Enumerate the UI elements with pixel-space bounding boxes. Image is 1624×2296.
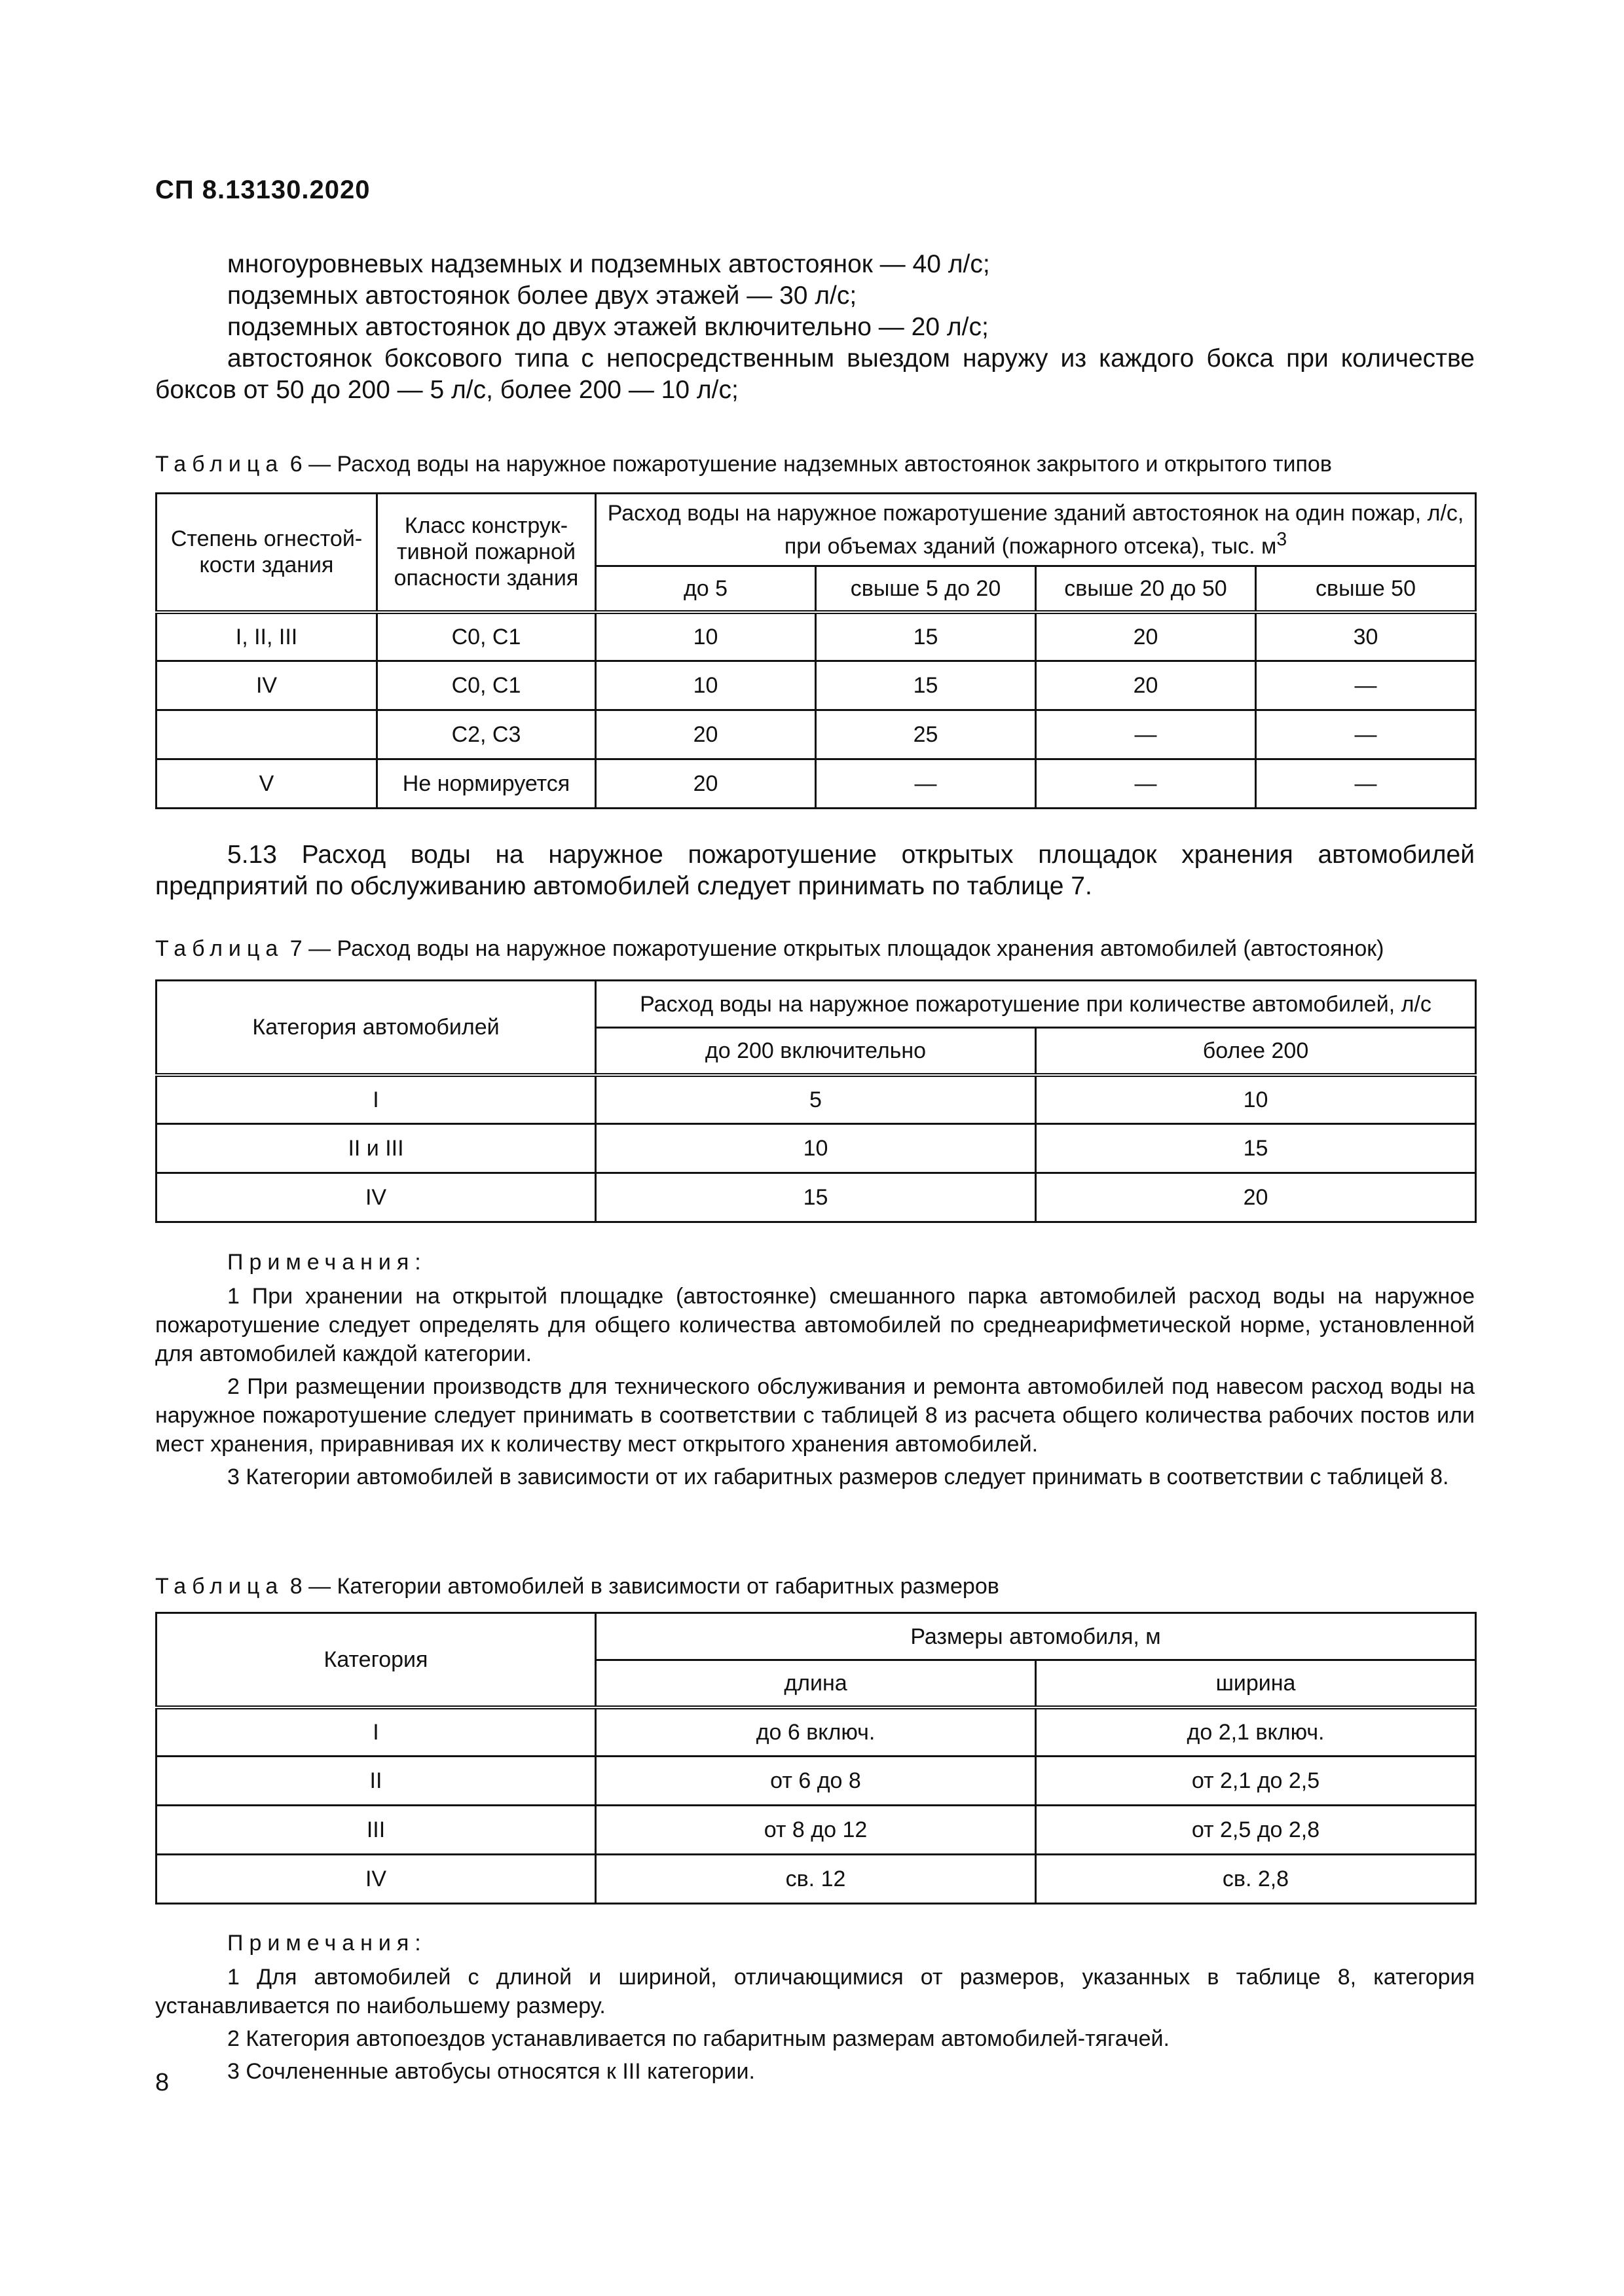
table7-caption-word: Таблица	[155, 936, 284, 961]
table-cell: V	[157, 759, 377, 809]
table-cell: 20	[1036, 661, 1256, 710]
table6-caption	[155, 452, 1332, 477]
table-cell: —	[1036, 710, 1256, 759]
table-cell: —	[1036, 759, 1256, 809]
table-cell: IV	[157, 1173, 596, 1222]
table8-header-dimensions: Размеры автомобиля, м	[596, 1613, 1476, 1660]
note-item: 1 При хранении на открытой площадке (автостоянке) смешанного парка автомобилей расход воды на наружное пожаротушение следует определять для общего количества автомобилей по среднеарифметической норме, установленной для автомобилей каждой категории.	[155, 1284, 1475, 1366]
table6-caption-text: 6 — Расход воды на наружное пожаротушение надземных автостоянок закрытого и открытого типов	[284, 452, 1332, 477]
table-cell: от 2,1 до 2,5	[1036, 1757, 1476, 1806]
table-cell: —	[816, 759, 1036, 809]
list-item: подземных автостоянок до двух этажей включительно — 20 л/с;	[227, 313, 989, 341]
note-item: 2 Категория автопоездов устанавливается по габаритным размерам автомобилей-тягачей.	[227, 2026, 1170, 2051]
table7-caption-text: 7 — Расход воды на наружное пожаротушение открытых площадок хранения автомобилей (автостоянок)	[284, 936, 1384, 961]
table-cell: III	[157, 1806, 596, 1855]
table6-subheader: свыше 20 до 50	[1036, 566, 1256, 612]
table6-subheader: свыше 50	[1256, 566, 1476, 612]
table-cell: 10	[1036, 1075, 1476, 1124]
table-cell: I	[157, 1075, 596, 1124]
notes-title: Примечания:	[227, 1250, 427, 1275]
table-cell: св. 12	[596, 1855, 1036, 1904]
table-cell: —	[1256, 759, 1476, 809]
table-cell: до 2,1 включ.	[1036, 1707, 1476, 1757]
table-cell: 20	[1036, 612, 1256, 661]
table-cell: 25	[816, 710, 1036, 759]
table6-subheader: свыше 5 до 20	[816, 566, 1036, 612]
table-cell: —	[1256, 661, 1476, 710]
table-cell: 20	[1036, 1173, 1476, 1222]
table-cell	[157, 710, 377, 759]
document-code: СП 8.13130.2020	[155, 175, 371, 204]
table-cell: —	[1256, 710, 1476, 759]
note-item: 3 Категории автомобилей в зависимости от их габаритных размеров следует принимать в соответствии с таблицей 8.	[227, 1465, 1449, 1489]
table8-notes	[155, 1929, 1475, 2090]
table8-subheader: длина	[596, 1660, 1036, 1707]
table-cell: 20	[596, 710, 816, 759]
table7-header-water-flow: Расход воды на наружное пожаротушение при количестве автомобилей, л/с	[596, 981, 1476, 1028]
table6-header-water-flow	[596, 494, 1476, 566]
table7-notes	[155, 1248, 1475, 1495]
table7-header-category: Категория автомобилей	[157, 981, 596, 1075]
table7-subheader: до 200 включительно	[596, 1028, 1036, 1075]
table-cell: 15	[596, 1173, 1036, 1222]
note-item: 1 Для автомобилей с длиной и шириной, отличающимися от размеров, указанных в таблице 8, категория устанавливается по наибольшему размеру.	[155, 1965, 1475, 2018]
table-cell: 10	[596, 661, 816, 710]
table6-header-water-flow-text: Расход воды на наружное пожаротушение зданий автостоянок на один пожар, л/с, при объемах зданий (пожарного отсека), тыс. м	[607, 500, 1464, 559]
table-cell: 15	[816, 661, 1036, 710]
table-cell: IV	[157, 1855, 596, 1904]
table-cell: Не нормируется	[377, 759, 596, 809]
table-cell: от 2,5 до 2,8	[1036, 1806, 1476, 1855]
table7-subheader: более 200	[1036, 1028, 1476, 1075]
table8-caption-word: Таблица	[155, 1574, 284, 1599]
table-cell: II и III	[157, 1124, 596, 1173]
table6-header-construction-class: Класс конструк-тивной пожарной опасности здания	[377, 494, 596, 612]
table-cell: от 8 до 12	[596, 1806, 1036, 1855]
table-cell: 15	[1036, 1124, 1476, 1173]
table8-caption	[155, 1574, 999, 1599]
clause-5-13-text: 5.13 Расход воды на наружное пожаротушение открытых площадок хранения автомобилей предприятий по обслуживанию автомобилей следует принимать по таблице 7.	[155, 841, 1475, 900]
table-cell: от 6 до 8	[596, 1757, 1036, 1806]
table6-header-fire-resistance: Степень огнестой-кости здания	[157, 494, 377, 612]
table-cell: IV	[157, 661, 377, 710]
table-cell: св. 2,8	[1036, 1855, 1476, 1904]
note-item: 2 При размещении производств для технического обслуживания и ремонта автомобилей под навесом расход воды на наружное пожаротушение следует принимать в соответствии с таблицей 8 из расчета общего количества рабочих постов или мест хранения, приравнивая их к количеству мест открытого хранения автомобилей.	[155, 1374, 1475, 1457]
table-cell: I	[157, 1707, 596, 1757]
note-item: 3 Сочлененные автобусы относятся к III категории.	[227, 2059, 755, 2084]
list-item: многоуровневых надземных и подземных автостоянок — 40 л/с;	[227, 250, 990, 278]
table-cell: до 6 включ.	[596, 1707, 1036, 1757]
table-cell: 10	[596, 1124, 1036, 1173]
table-cell: С2, С3	[377, 710, 596, 759]
intro-list	[155, 249, 1475, 406]
table6-subheader: до 5	[596, 566, 816, 612]
table-cell: С0, С1	[377, 661, 596, 710]
page-number: 8	[155, 2069, 170, 2096]
table-cell: 20	[596, 759, 816, 809]
table-cell: I, II, III	[157, 612, 377, 661]
table8	[155, 1612, 1477, 1904]
table-cell: 30	[1256, 612, 1476, 661]
table-cell: II	[157, 1757, 596, 1806]
table-cell: С0, С1	[377, 612, 596, 661]
table8-caption-text: 8 — Категории автомобилей в зависимости от габаритных размеров	[284, 1574, 999, 1599]
table7	[155, 979, 1477, 1223]
table7-caption	[155, 936, 1384, 962]
table-cell: 15	[816, 612, 1036, 661]
clause-5-13	[155, 839, 1475, 902]
table-cell: 10	[596, 612, 816, 661]
table8-header-category: Категория	[157, 1613, 596, 1707]
list-item: автостоянок боксового типа с непосредственным выездом наружу из каждого бокса при количестве боксов от 50 до 200 — 5 л/с, более 200 — 10 л/с;	[155, 344, 1475, 404]
table-cell: 5	[596, 1075, 1036, 1124]
notes-title: Примечания:	[227, 1931, 427, 1956]
table6-caption-word: Таблица	[155, 452, 284, 477]
table6	[155, 492, 1477, 809]
table8-subheader: ширина	[1036, 1660, 1476, 1707]
table6-header-superscript: 3	[1276, 528, 1287, 550]
list-item: подземных автостоянок более двух этажей — 30 л/с;	[227, 282, 857, 310]
